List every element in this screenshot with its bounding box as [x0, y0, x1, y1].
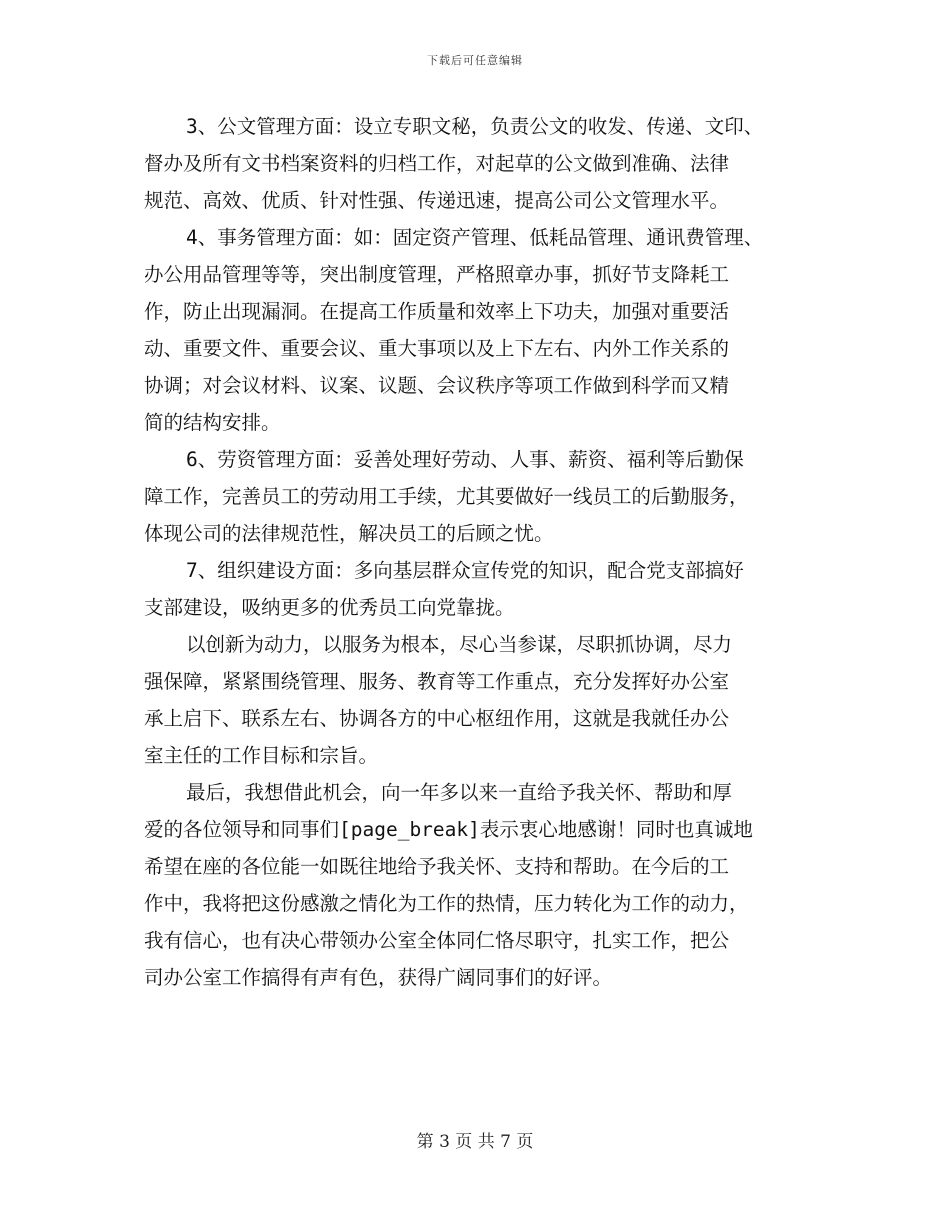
- text-line: 我有信心，也有决心带领办公室全体同仁恪尽职守，扎实工作，把公: [144, 929, 730, 952]
- text-line: 支部建设，吸纳更多的优秀员工向党靠拢。: [144, 596, 515, 619]
- text-line: 强保障，紧紧围绕管理、服务、教育等工作重点，充分发挥好办公室: [144, 670, 730, 693]
- text-line: 作，防止出现漏洞。在提高工作质量和效率上下功夫，加强对重要活: [144, 300, 730, 323]
- document-body: [144, 108, 814, 996]
- text-line: 规范、高效、优质、针对性强、传递迅速，提高公司公文管理水平。: [144, 189, 730, 212]
- paragraph-goals: [144, 626, 814, 774]
- text-line: 作中，我将把这份感激之情化为工作的热情，压力转化为工作的动力，: [144, 892, 749, 915]
- text-line: 动、重要文件、重要会议、重大事项以及上下左右、内外工作关系的: [144, 337, 730, 360]
- page-number-footer: 第 3 页 共 7 页: [416, 1132, 534, 1152]
- text-line: 3、公文管理方面：设立专职文秘，负责公文的收发、传递、文印、: [186, 115, 764, 138]
- text-line: 以创新为动力，以服务为根本，尽心当参谋，尽职抓协调，尽力: [186, 633, 733, 656]
- paragraph-closing: [144, 774, 814, 996]
- text-line: 希望在座的各位能一如既往地给予我关怀、支持和帮助。在今后的工: [144, 855, 730, 878]
- text-line: 司办公室工作搞得有声有色，获得广阔同事们的好评。: [144, 966, 613, 989]
- text-line: 最后，我想借此机会，向一年多以来一直给予我关怀、帮助和厚: [186, 781, 733, 804]
- text-line: 简的结构安排。: [144, 411, 281, 434]
- text-line: 协调；对会议材料、议案、议题、会议秩序等项工作做到科学而又精: [144, 374, 730, 397]
- text-line: 7、组织建设方面：多向基层群众宣传党的知识，配合党支部搞好: [186, 559, 744, 582]
- paragraph-affairs-management: [144, 219, 814, 441]
- text-line: 爱的各位领导和同事们[page_break]表示衷心地感谢！同时也真诚地: [144, 818, 753, 841]
- text-line: 4、事务管理方面：如：固定资产管理、低耗品管理、通讯费管理、: [186, 226, 764, 249]
- text-line: 6、劳资管理方面：妥善处理好劳动、人事、薪资、福利等后勤保: [186, 448, 744, 471]
- text-line: 督办及所有文书档案资料的归档工作，对起草的公文做到准确、法律: [144, 152, 730, 175]
- paragraph-labor-management: [144, 441, 814, 552]
- page-header: 下载后可任意编辑: [427, 54, 523, 67]
- paragraph-official-documents: [144, 108, 814, 219]
- text-line: 办公用品管理等等，突出制度管理，严格照章办事，抓好节支降耗工: [144, 263, 730, 286]
- text-line: 承上启下、联系左右、协调各方的中心枢纽作用，这就是我就任办公: [144, 707, 730, 730]
- text-line: 体现公司的法律规范性，解决员工的后顾之忧。: [144, 522, 554, 545]
- text-line: 室主任的工作目标和宗旨。: [144, 744, 379, 767]
- paragraph-organization-building: [144, 552, 814, 626]
- text-line: 障工作，完善员工的劳动用工手续，尤其要做好一线员工的后勤服务，: [144, 485, 749, 508]
